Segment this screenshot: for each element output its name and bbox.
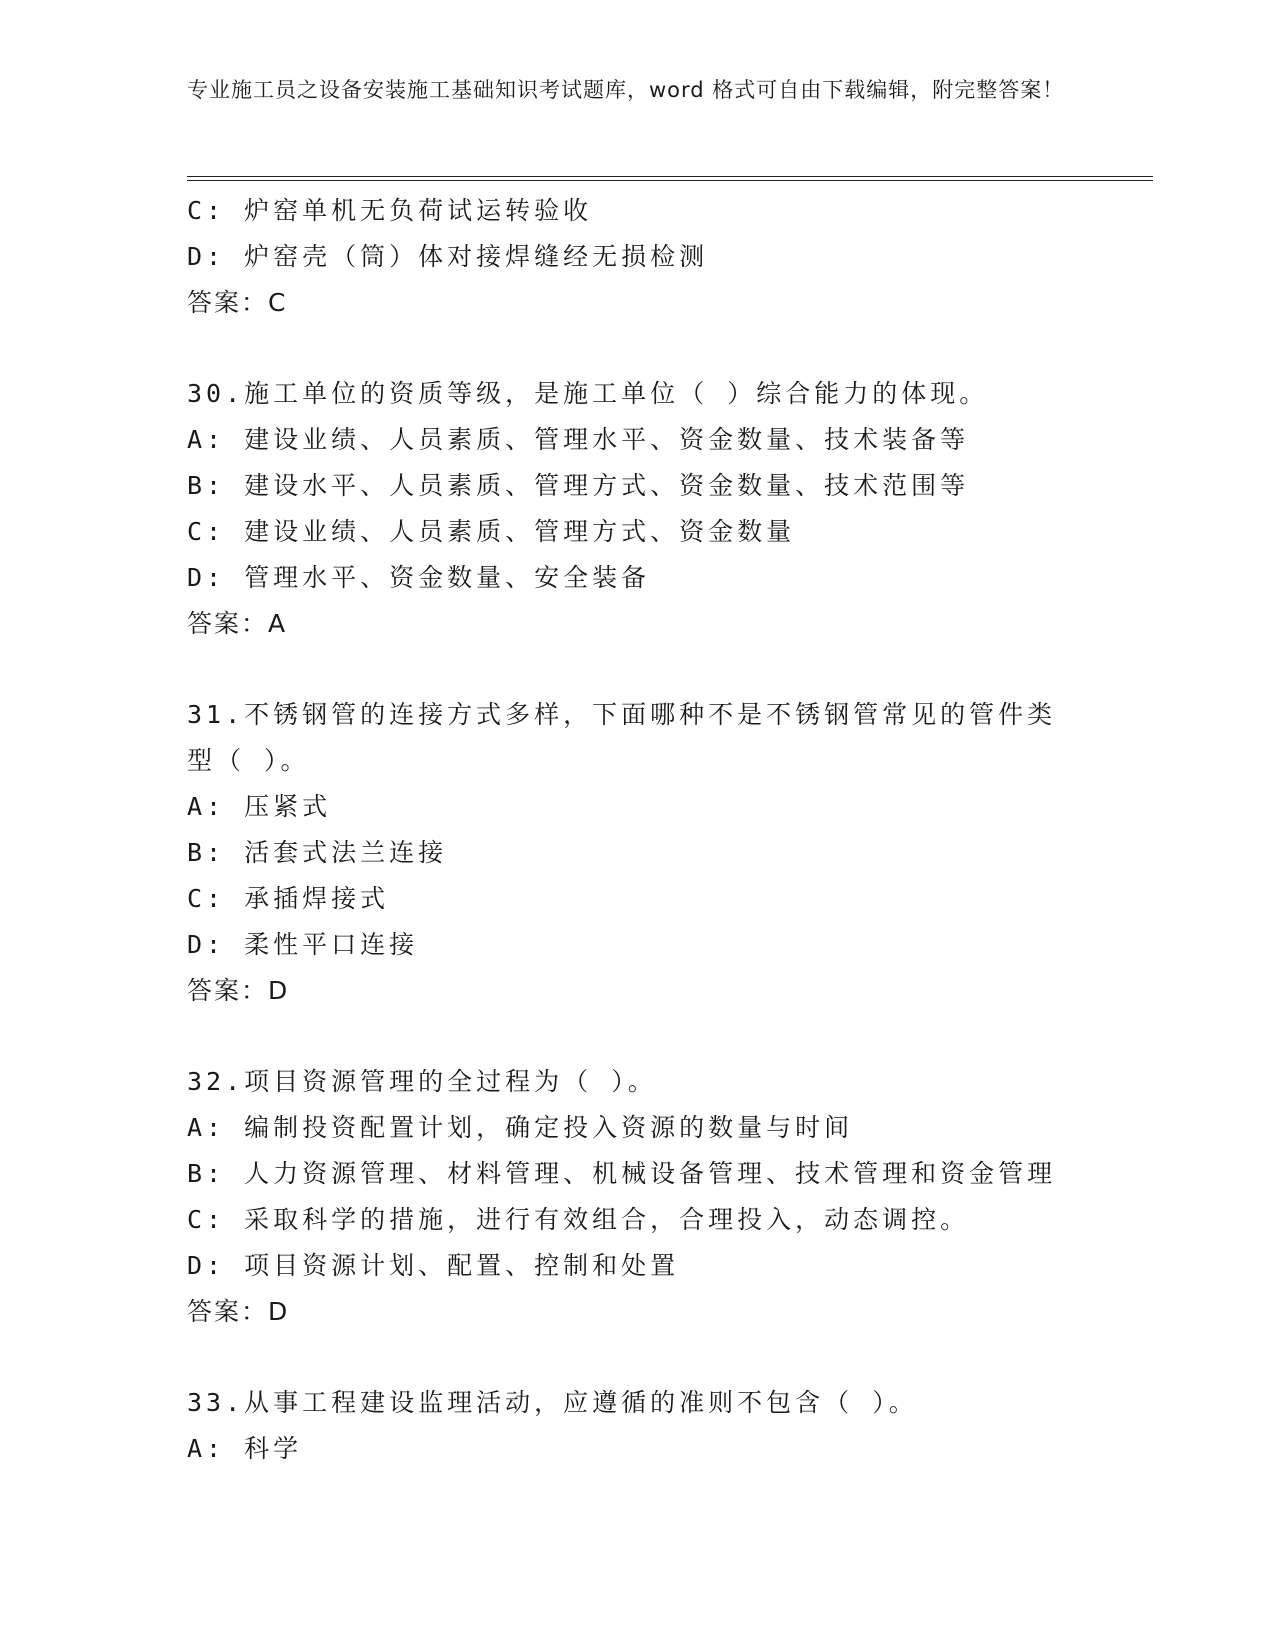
option-line: A: 压紧式 xyxy=(187,792,332,821)
header-divider-top xyxy=(187,176,1153,177)
option-line: D: 项目资源计划、配置、控制和处置 xyxy=(187,1251,680,1280)
option-line: C: 建设业绩、人员素质、管理方式、资金数量 xyxy=(187,517,796,546)
option-line: A: 科学 xyxy=(187,1434,303,1463)
answer-line: 答案：A xyxy=(187,609,288,638)
option-line: D: 柔性平口连接 xyxy=(187,930,419,959)
option-line: C: 承插焊接式 xyxy=(187,884,390,913)
option-line: A: 编制投资配置计划，确定投入资源的数量与时间 xyxy=(187,1113,854,1142)
spacer xyxy=(187,1335,1087,1380)
spacer xyxy=(187,326,1087,371)
option-line: C: 采取科学的措施，进行有效组合，合理投入，动态调控。 xyxy=(187,1205,970,1234)
answer-line: 答案：D xyxy=(187,976,290,1005)
option-line: C: 炉窑单机无负荷试运转验收 xyxy=(187,196,593,225)
document-header xyxy=(187,74,1067,106)
question-stem: 33.从事工程建设监理活动，应遵循的准则不包含（ ）。 xyxy=(187,1388,918,1417)
answer-line: 答案：D xyxy=(187,1297,290,1326)
question-content xyxy=(187,188,1087,1472)
question-stem: 31.不锈钢管的连接方式多样，下面哪种不是不锈钢管常见的管件类型（ ）。 xyxy=(187,700,1057,775)
option-line: D: 管理水平、资金数量、安全装备 xyxy=(187,563,651,592)
option-line: D: 炉窑壳（筒）体对接焊缝经无损检测 xyxy=(187,242,709,271)
option-line: A: 建设业绩、人员素质、管理水平、资金数量、技术装备等 xyxy=(187,425,970,454)
option-line: B: 建设水平、人员素质、管理方式、资金数量、技术范围等 xyxy=(187,471,970,500)
spacer xyxy=(187,1014,1087,1059)
header-divider-bottom xyxy=(187,180,1153,181)
header-intro-text: 专业施工员之设备安装施工基础知识考试题库，word 格式可自由下载编辑，附完整答案！ xyxy=(187,78,1065,102)
option-line: B: 人力资源管理、材料管理、机械设备管理、技术管理和资金管理 xyxy=(187,1159,1057,1188)
question-stem: 32.项目资源管理的全过程为（ ）。 xyxy=(187,1067,657,1096)
spacer xyxy=(187,647,1087,692)
question-stem: 30.施工单位的资质等级，是施工单位（ ）综合能力的体现。 xyxy=(187,379,989,408)
option-line: B: 活套式法兰连接 xyxy=(187,838,448,867)
answer-line: 答案：C xyxy=(187,288,288,317)
